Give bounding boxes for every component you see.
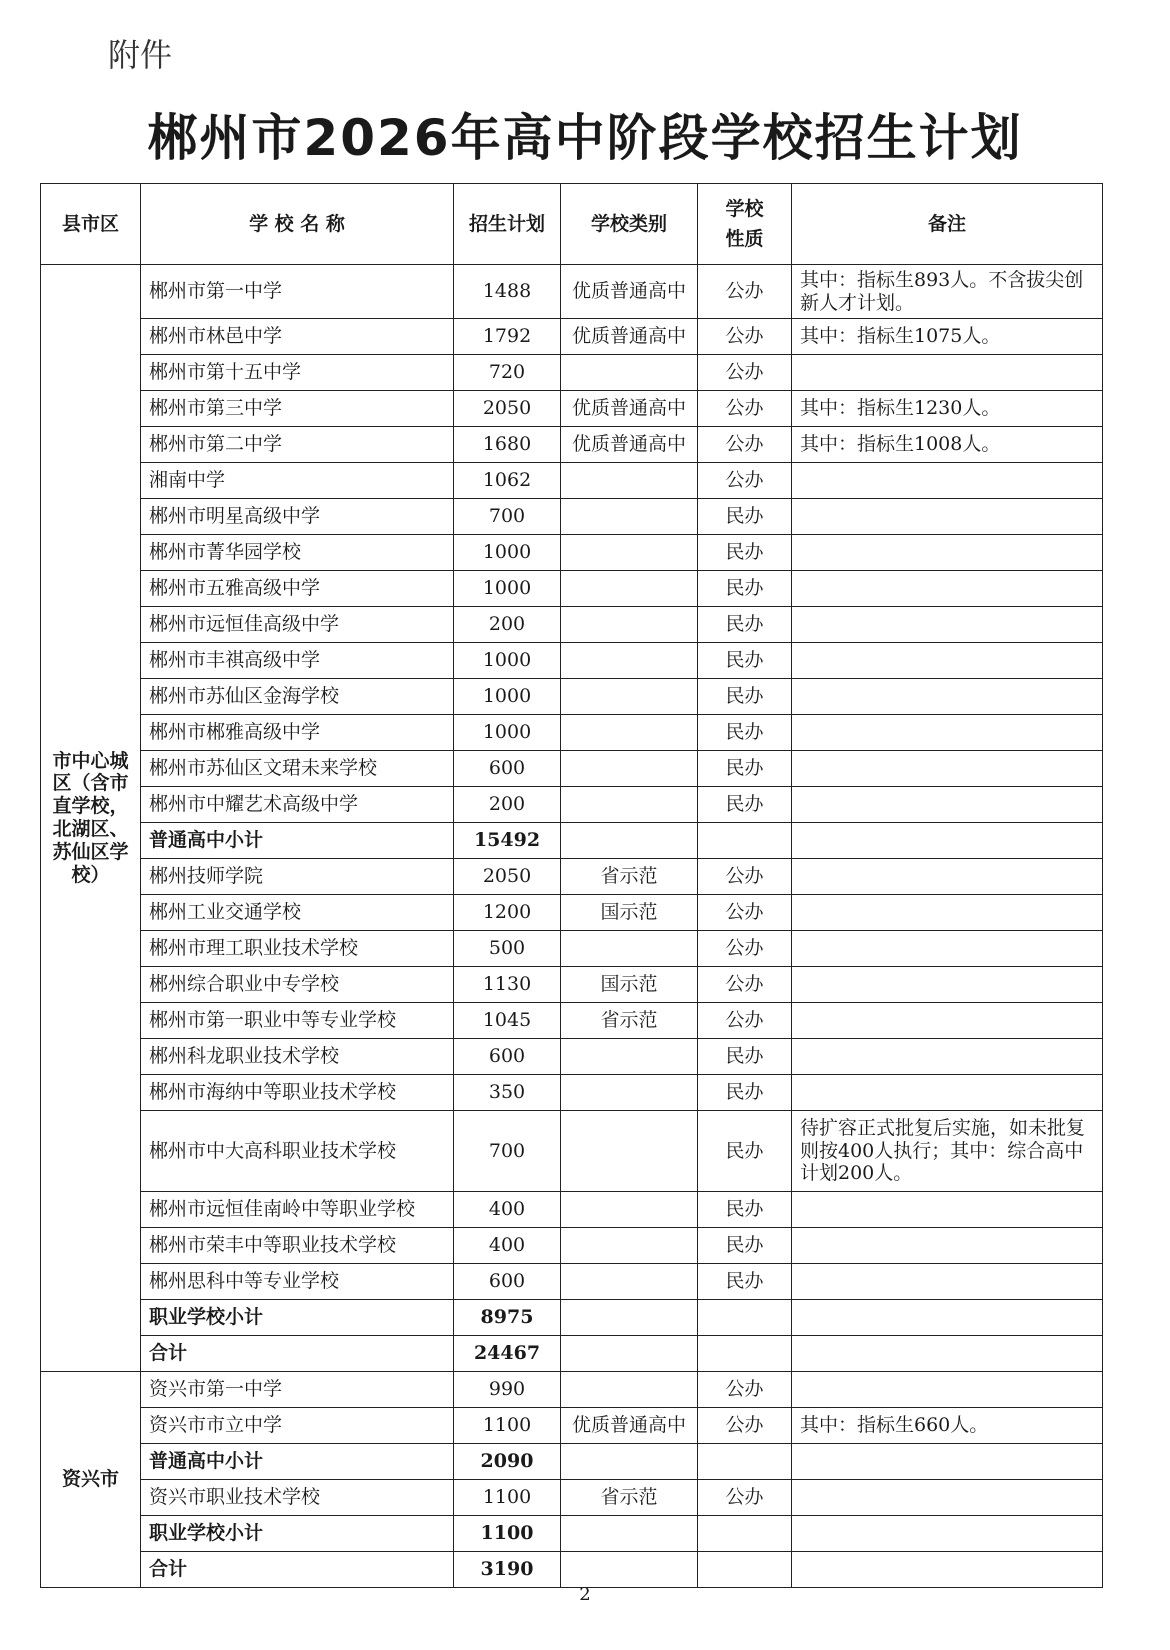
table-row — [41, 787, 1103, 823]
category-cell — [561, 1372, 698, 1408]
school-cell: 郴州市菁华园学校 — [141, 535, 454, 571]
header-nature: 学校 性质 — [698, 184, 792, 265]
nature-cell — [698, 1444, 792, 1480]
nature-cell: 公办 — [698, 427, 792, 463]
nature-cell: 民办 — [698, 535, 792, 571]
nature-cell: 民办 — [698, 1039, 792, 1075]
note-cell — [792, 1039, 1103, 1075]
nature-cell: 公办 — [698, 319, 792, 355]
school-cell: 郴州市远恒佳高级中学 — [141, 607, 454, 643]
nature-cell: 公办 — [698, 391, 792, 427]
plan-cell: 1680 — [454, 427, 561, 463]
nature-cell: 民办 — [698, 787, 792, 823]
note-cell — [792, 679, 1103, 715]
plan-cell: 600 — [454, 1264, 561, 1300]
nature-cell: 公办 — [698, 931, 792, 967]
enrollment-plan-table — [40, 183, 1103, 1588]
plan-cell: 1100 — [454, 1516, 561, 1552]
nature-cell — [698, 1552, 792, 1588]
nature-cell — [698, 1300, 792, 1336]
note-cell: 其中：指标生1075人。 — [792, 319, 1103, 355]
note-cell — [792, 535, 1103, 571]
nature-cell: 民办 — [698, 571, 792, 607]
plan-cell: 1000 — [454, 535, 561, 571]
table-row — [41, 1228, 1103, 1264]
table-row — [41, 499, 1103, 535]
note-cell: 其中：指标生1230人。 — [792, 391, 1103, 427]
note-cell — [792, 643, 1103, 679]
note-cell — [792, 1075, 1103, 1111]
category-cell — [561, 463, 698, 499]
school-cell: 郴州市明星高级中学 — [141, 499, 454, 535]
note-cell — [792, 607, 1103, 643]
table-row — [41, 679, 1103, 715]
category-cell: 省示范 — [561, 1480, 698, 1516]
table-row — [41, 1075, 1103, 1111]
note-cell — [792, 823, 1103, 859]
plan-cell: 24467 — [454, 1336, 561, 1372]
note-cell: 其中：指标生893人。不含拔尖创新人才计划。 — [792, 265, 1103, 319]
school-cell: 郴州市第十五中学 — [141, 355, 454, 391]
plan-cell: 1200 — [454, 895, 561, 931]
category-cell — [561, 1516, 698, 1552]
school-cell: 郴州市第一职业中等专业学校 — [141, 1003, 454, 1039]
nature-cell: 民办 — [698, 1264, 792, 1300]
nature-cell: 民办 — [698, 607, 792, 643]
school-cell: 职业学校小计 — [141, 1516, 454, 1552]
category-cell: 国示范 — [561, 895, 698, 931]
note-cell — [792, 1480, 1103, 1516]
school-cell: 郴州市郴雅高级中学 — [141, 715, 454, 751]
note-cell — [792, 1372, 1103, 1408]
nature-cell: 公办 — [698, 463, 792, 499]
note-cell — [792, 967, 1103, 1003]
nature-cell: 民办 — [698, 679, 792, 715]
nature-cell: 民办 — [698, 499, 792, 535]
category-cell: 优质普通高中 — [561, 391, 698, 427]
school-cell: 郴州市第二中学 — [141, 427, 454, 463]
plan-cell: 2050 — [454, 391, 561, 427]
nature-cell: 公办 — [698, 1408, 792, 1444]
category-cell — [561, 643, 698, 679]
county-cell: 市中心城区（含市直学校，北湖区、苏仙区学校） — [41, 265, 141, 1372]
plan-cell: 600 — [454, 751, 561, 787]
plan-cell: 200 — [454, 607, 561, 643]
plan-cell: 400 — [454, 1192, 561, 1228]
school-cell: 郴州综合职业中专学校 — [141, 967, 454, 1003]
header-county: 县市区 — [41, 184, 141, 265]
table-row — [41, 931, 1103, 967]
plan-cell: 15492 — [454, 823, 561, 859]
nature-cell: 公办 — [698, 355, 792, 391]
note-cell — [792, 571, 1103, 607]
category-cell: 国示范 — [561, 967, 698, 1003]
category-cell — [561, 571, 698, 607]
subtotal-row — [41, 1552, 1103, 1588]
plan-cell: 8975 — [454, 1300, 561, 1336]
note-cell — [792, 1444, 1103, 1480]
nature-cell: 公办 — [698, 1372, 792, 1408]
plan-cell: 700 — [454, 1111, 561, 1192]
table-row — [41, 895, 1103, 931]
plan-cell: 1000 — [454, 643, 561, 679]
school-cell: 郴州市林邑中学 — [141, 319, 454, 355]
category-cell — [561, 715, 698, 751]
note-cell — [792, 931, 1103, 967]
nature-cell: 民办 — [698, 1228, 792, 1264]
school-cell: 普通高中小计 — [141, 1444, 454, 1480]
note-cell — [792, 1228, 1103, 1264]
school-cell: 资兴市第一中学 — [141, 1372, 454, 1408]
school-cell: 合计 — [141, 1552, 454, 1588]
table-row — [41, 463, 1103, 499]
school-cell: 郴州市海纳中等职业技术学校 — [141, 1075, 454, 1111]
plan-cell: 200 — [454, 787, 561, 823]
plan-cell: 400 — [454, 1228, 561, 1264]
table-row — [41, 571, 1103, 607]
nature-cell: 民办 — [698, 751, 792, 787]
category-cell: 省示范 — [561, 859, 698, 895]
category-cell — [561, 607, 698, 643]
attachment-label: 附件 — [108, 36, 173, 74]
plan-cell: 1100 — [454, 1480, 561, 1516]
school-cell: 职业学校小计 — [141, 1300, 454, 1336]
nature-cell: 公办 — [698, 265, 792, 319]
school-cell: 郴州市中耀艺术高级中学 — [141, 787, 454, 823]
category-cell — [561, 787, 698, 823]
table-row — [41, 1192, 1103, 1228]
category-cell — [561, 1264, 698, 1300]
table-row — [41, 1111, 1103, 1192]
plan-cell: 1100 — [454, 1408, 561, 1444]
subtotal-row — [41, 1336, 1103, 1372]
plan-cell: 3190 — [454, 1552, 561, 1588]
header-category: 学校类别 — [561, 184, 698, 265]
school-cell: 郴州市五雅高级中学 — [141, 571, 454, 607]
table-row — [41, 1264, 1103, 1300]
table-row — [41, 643, 1103, 679]
plan-cell: 1792 — [454, 319, 561, 355]
plan-cell: 1130 — [454, 967, 561, 1003]
school-cell: 郴州工业交通学校 — [141, 895, 454, 931]
category-cell: 优质普通高中 — [561, 265, 698, 319]
note-cell — [792, 463, 1103, 499]
table-row — [41, 1480, 1103, 1516]
plan-cell: 1045 — [454, 1003, 561, 1039]
school-cell: 郴州市理工职业技术学校 — [141, 931, 454, 967]
header-school: 学 校 名 称 — [141, 184, 454, 265]
plan-cell: 1000 — [454, 571, 561, 607]
county-cell: 资兴市 — [41, 1372, 141, 1588]
note-cell: 待扩容正式批复后实施，如未批复则按400人执行；其中：综合高中计划200人。 — [792, 1111, 1103, 1192]
table-row — [41, 859, 1103, 895]
school-cell: 郴州市远恒佳南岭中等职业学校 — [141, 1192, 454, 1228]
nature-cell: 公办 — [698, 1480, 792, 1516]
nature-cell: 民办 — [698, 715, 792, 751]
plan-cell: 500 — [454, 931, 561, 967]
note-cell — [792, 895, 1103, 931]
nature-cell: 民办 — [698, 1075, 792, 1111]
table-row — [41, 607, 1103, 643]
note-cell — [792, 715, 1103, 751]
table-row — [41, 265, 1103, 319]
table-row — [41, 967, 1103, 1003]
table-row — [41, 1039, 1103, 1075]
note-cell — [792, 787, 1103, 823]
nature-cell: 公办 — [698, 859, 792, 895]
header-note: 备注 — [792, 184, 1103, 265]
plan-cell: 1488 — [454, 265, 561, 319]
school-cell: 郴州市中大高科职业技术学校 — [141, 1111, 454, 1192]
note-cell — [792, 1264, 1103, 1300]
table-row — [41, 391, 1103, 427]
school-cell: 郴州思科中等专业学校 — [141, 1264, 454, 1300]
note-cell — [792, 1003, 1103, 1039]
plan-cell: 720 — [454, 355, 561, 391]
school-cell: 郴州市第一中学 — [141, 265, 454, 319]
school-cell: 郴州科龙职业技术学校 — [141, 1039, 454, 1075]
table-row — [41, 715, 1103, 751]
school-cell: 郴州市荣丰中等职业技术学校 — [141, 1228, 454, 1264]
category-cell — [561, 1192, 698, 1228]
plan-cell: 1062 — [454, 463, 561, 499]
table-body — [41, 265, 1103, 1588]
note-cell — [792, 751, 1103, 787]
table-row — [41, 1372, 1103, 1408]
note-cell — [792, 1552, 1103, 1588]
school-cell: 郴州技师学院 — [141, 859, 454, 895]
school-cell: 郴州市丰祺高级中学 — [141, 643, 454, 679]
nature-cell — [698, 1516, 792, 1552]
category-cell — [561, 355, 698, 391]
plan-cell: 700 — [454, 499, 561, 535]
page-number: 2 — [579, 1584, 591, 1605]
note-cell — [792, 355, 1103, 391]
note-cell: 其中：指标生660人。 — [792, 1408, 1103, 1444]
category-cell — [561, 823, 698, 859]
table-row — [41, 751, 1103, 787]
category-cell: 优质普通高中 — [561, 1408, 698, 1444]
subtotal-row — [41, 1444, 1103, 1480]
nature-cell: 民办 — [698, 1192, 792, 1228]
category-cell — [561, 931, 698, 967]
plan-cell: 2050 — [454, 859, 561, 895]
category-cell: 优质普通高中 — [561, 427, 698, 463]
table-header-row — [41, 184, 1103, 265]
table-row — [41, 535, 1103, 571]
header-plan: 招生计划 — [454, 184, 561, 265]
plan-cell: 600 — [454, 1039, 561, 1075]
page-title: 郴州市2026年高中阶段学校招生计划 — [147, 109, 1023, 167]
nature-cell: 民办 — [698, 643, 792, 679]
plan-cell: 1000 — [454, 679, 561, 715]
plan-cell: 2090 — [454, 1444, 561, 1480]
nature-cell — [698, 1336, 792, 1372]
table-row — [41, 1003, 1103, 1039]
table-row — [41, 427, 1103, 463]
nature-cell: 公办 — [698, 1003, 792, 1039]
category-cell — [561, 1075, 698, 1111]
note-cell — [792, 1516, 1103, 1552]
category-cell — [561, 1552, 698, 1588]
nature-cell: 民办 — [698, 1111, 792, 1192]
school-cell: 合计 — [141, 1336, 454, 1372]
category-cell: 优质普通高中 — [561, 319, 698, 355]
note-cell — [792, 1192, 1103, 1228]
school-cell: 普通高中小计 — [141, 823, 454, 859]
note-cell — [792, 499, 1103, 535]
subtotal-row — [41, 1516, 1103, 1552]
category-cell — [561, 1336, 698, 1372]
category-cell — [561, 535, 698, 571]
plan-cell: 1000 — [454, 715, 561, 751]
nature-cell — [698, 823, 792, 859]
subtotal-row — [41, 1300, 1103, 1336]
note-cell — [792, 859, 1103, 895]
note-cell — [792, 1336, 1103, 1372]
nature-cell: 公办 — [698, 895, 792, 931]
note-cell: 其中：指标生1008人。 — [792, 427, 1103, 463]
table-row — [41, 1408, 1103, 1444]
category-cell — [561, 1228, 698, 1264]
category-cell — [561, 499, 698, 535]
category-cell — [561, 1111, 698, 1192]
table-row — [41, 355, 1103, 391]
school-cell: 资兴市职业技术学校 — [141, 1480, 454, 1516]
category-cell — [561, 1444, 698, 1480]
school-cell: 郴州市第三中学 — [141, 391, 454, 427]
school-cell: 郴州市苏仙区金海学校 — [141, 679, 454, 715]
school-cell: 资兴市市立中学 — [141, 1408, 454, 1444]
school-cell: 湘南中学 — [141, 463, 454, 499]
nature-cell: 公办 — [698, 967, 792, 1003]
category-cell — [561, 679, 698, 715]
note-cell — [792, 1300, 1103, 1336]
plan-cell: 350 — [454, 1075, 561, 1111]
subtotal-row — [41, 823, 1103, 859]
school-cell: 郴州市苏仙区文珺未来学校 — [141, 751, 454, 787]
table-row — [41, 319, 1103, 355]
category-cell: 省示范 — [561, 1003, 698, 1039]
category-cell — [561, 1039, 698, 1075]
plan-cell: 990 — [454, 1372, 561, 1408]
category-cell — [561, 751, 698, 787]
category-cell — [561, 1300, 698, 1336]
